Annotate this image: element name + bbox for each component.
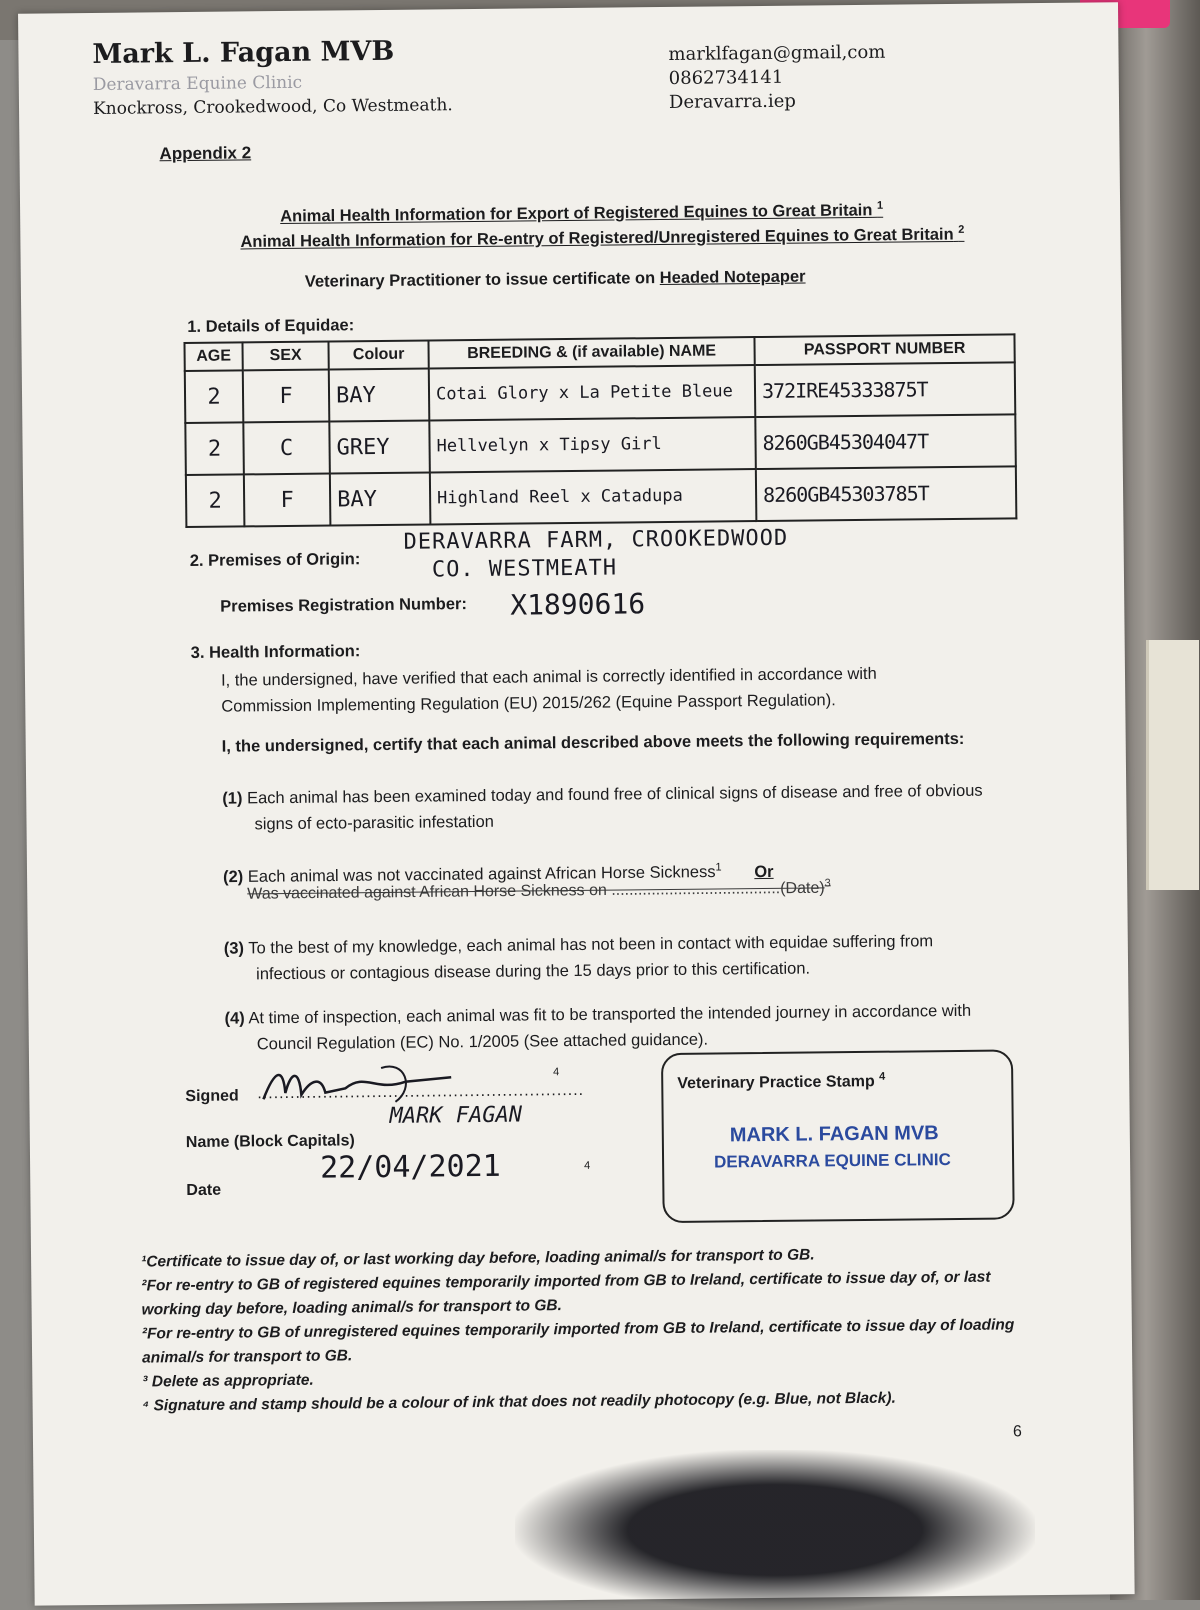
vet-instruction-text: Veterinary Practitioner to issue certificate on [304,269,660,291]
contact-website: Deravarra.iep [668,90,797,113]
req2-sup: 1 [715,861,722,874]
cell-passport: 372IRE45333875T [755,362,1016,417]
stamp-title [677,1071,885,1094]
cell-breeding: Highland Reel x Catadupa [430,469,757,524]
req2-strike-text: Was vaccinated against African Horse Sickness on ......................................(Date) [247,879,825,903]
contact-phone: 0862734141 [668,66,784,89]
cell-age: 2 [186,474,245,527]
origin-line2: CO. WESTMEATH [431,555,618,583]
col-breeding: BREEDING & (if available) NAME [428,337,754,368]
phone-shadow [515,1450,1035,1610]
vet-instruction-link: Headed Notepaper [659,267,806,288]
req2-num: (2) [222,867,244,887]
verification-paragraph [221,659,1081,720]
footnote-2a: ²For re-entry to GB of registered equines temporarily imported from GB to Ireland, certificate to issue day of, or last working day before, loading animal/s for transport to GB. [141,1268,991,1319]
title-export-text: Animal Health Information for Export of Registered Equines to Great Britain [280,201,873,226]
cell-breeding: Cotai Glory x La Petite Bleue [429,365,756,420]
signed-line: ............................................................ [257,1081,585,1103]
col-colour: Colour [328,340,428,369]
reg-number-label: Premises Registration Number: [220,595,467,616]
col-passport: PASSPORT NUMBER [754,334,1014,365]
stamp-line2: DERAVARRA EQUINE CLINIC [713,1150,951,1172]
contact-email: marklfagan@gmail,com [668,41,886,65]
cell-age: 2 [185,422,244,475]
col-age: AGE [184,342,242,371]
origin-line1: DERAVARRA FARM, CROOKEDWOOD [403,525,789,555]
cell-colour: BAY [329,368,430,421]
requirement-1 [222,776,1102,837]
title-reentry-text: Animal Health Information for Re-entry of Registered/Unregistered Equines to Great Britain [240,225,954,251]
cell-sex: C [243,422,330,475]
cell-breeding: Hellvelyn x Tipsy Girl [429,417,756,472]
signed-sup: 4 [553,1066,560,1079]
req4-num: (4) [224,1009,245,1028]
date-label: Date [186,1181,222,1200]
req2-line1: Each animal was not vaccinated against African Horse Sickness [247,863,716,886]
side-book [1146,640,1199,890]
date-value: 22/04/2021 [319,1148,501,1186]
req2-strike-sup: 3 [824,877,831,890]
cell-colour: GREY [329,420,430,473]
title-export [280,200,883,227]
cell-sex: F [244,474,331,527]
appendix-label: Appendix 2 [159,143,252,164]
cell-passport: 8260GB45303785T [756,466,1017,521]
requirement-4 [224,996,1104,1057]
req4-line1: At time of inspection, each animal was fit to be transported the intended journey in accordance with [248,1001,972,1028]
section1-heading: 1. Details of Equidae: [187,316,355,337]
reg-number-value: X1890616 [510,587,646,622]
title-export-sup: 1 [876,199,884,212]
name-label: Name (Block Capitals) [185,1132,355,1152]
clinic-name: Deravarra Equine Clinic [92,72,303,95]
section3-heading: 3. Health Information: [190,642,361,662]
req1-num: (1) [222,789,243,808]
table-row [185,362,1015,423]
clinic-address: Knockross, Crookedwood, Co Westmeath. [92,95,453,119]
req4-line2: Council Regulation (EC) No. 1/2005 (See attached guidance). [256,1030,709,1054]
footnote-2b: ²For re-entry to GB of unregistered equines temporarily imported from GB to Ireland, certificate to issue day of loading animal/s for transport to GB. [141,1316,1015,1367]
verification-line1: I, the undersigned, have verified that each animal is correctly identified in accordance with [220,664,877,690]
document-page [18,2,1135,1605]
contact-block [668,41,886,115]
cell-sex: F [243,370,330,423]
certify-statement: I, the undersigned, certify that each animal described above meets the following requirements: [221,729,965,756]
vet-name: Mark L. Fagan MVB [92,35,395,70]
req2-or: Or [754,862,774,881]
requirement-3 [224,926,1104,987]
cell-passport: 8260GB45304047T [755,414,1016,469]
stamp-title-sup: 4 [879,1070,886,1083]
section2-heading: 2. Premises of Origin: [189,550,361,570]
cell-colour: BAY [330,472,431,525]
req3-line1: To the best of my knowledge, each animal has not been in contact with equidae suffering from [248,932,934,958]
name-value: MARK FAGAN [389,1102,523,1129]
table-row [186,466,1016,527]
footnote-3: ³ Delete as appropriate. [142,1371,314,1391]
table-row [185,414,1015,475]
cell-age: 2 [185,370,244,423]
col-sex: SEX [242,342,328,371]
stamp-title-text: Veterinary Practice Stamp [677,1073,875,1093]
stamp-line1: MARK L. FAGAN MVB [729,1122,939,1147]
date-sup: 4 [584,1159,591,1172]
equidae-table [183,333,1017,528]
title-reentry-sup: 2 [958,223,965,236]
req3-num: (3) [223,939,245,958]
signed-label: Signed [185,1087,239,1106]
verification-line2: Commission Implementing Regulation (EU) 2015/262 (Equine Passport Regulation). [221,691,836,716]
footnote-1: ¹Certificate to issue day of, or last working day before, loading animal/s for transport to GB. [141,1246,815,1271]
req3-line2: infectious or contagious disease during the 15 days prior to this certification. [256,959,811,984]
page-number: 6 [1012,1423,1022,1441]
req1-line2: signs of ecto-parasitic infestation [254,812,494,834]
vet-instruction [305,268,806,292]
footnote-4: ⁴ Signature and stamp should be a colour of ink that does not readily photocopy (e.g. Blue, not Black). [142,1389,896,1415]
title-reentry [240,224,964,252]
req1-line1: Each animal has been examined today and found free of clinical signs of disease and free of obvious [246,781,983,808]
